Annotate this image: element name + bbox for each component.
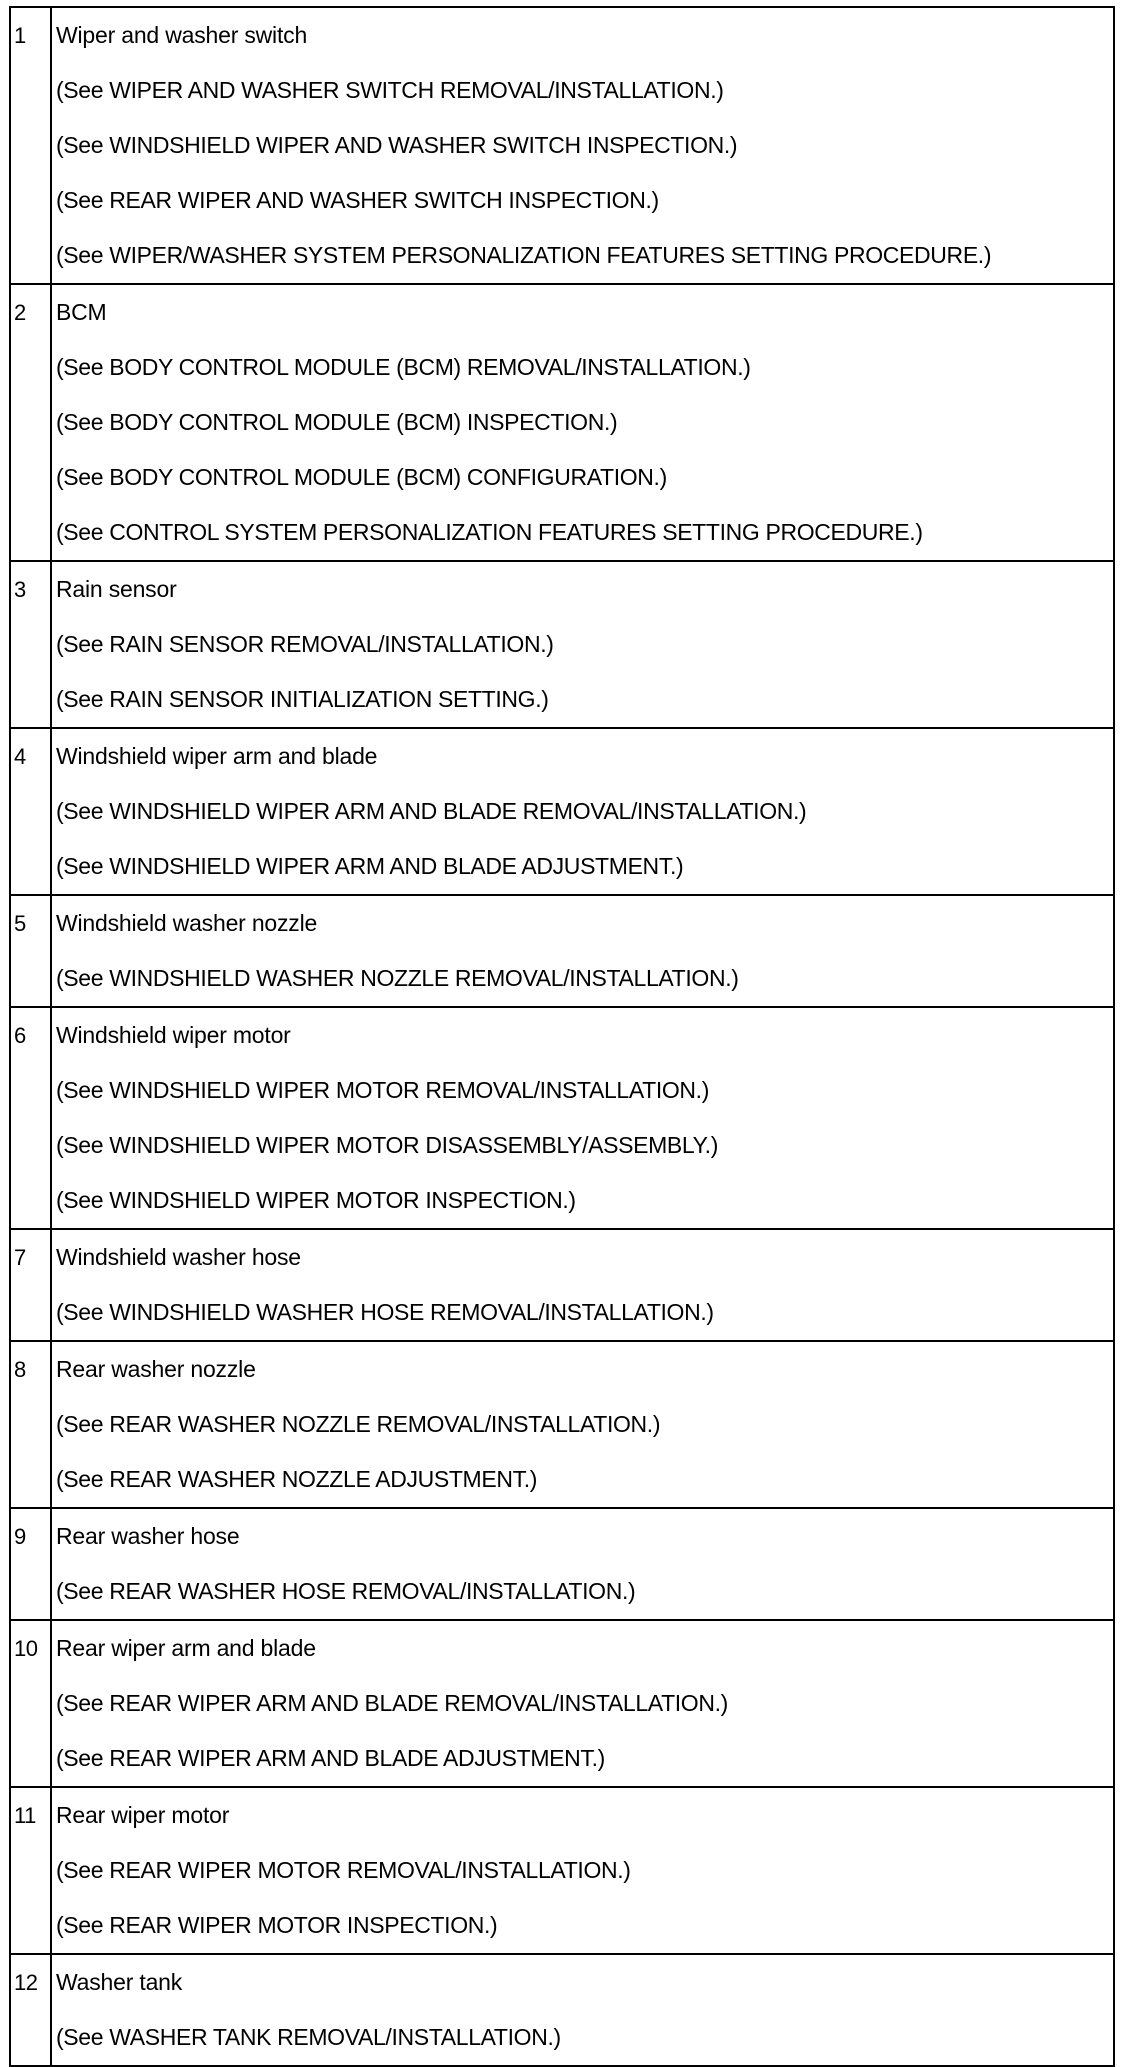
part-name: Washer tank: [56, 1969, 183, 1995]
table-row: [10, 7, 1114, 284]
reference-link[interactable]: (See REAR WIPER ARM AND BLADE ADJUSTMENT.): [56, 1745, 605, 1771]
row-number: 9: [10, 1508, 51, 1620]
reference-link[interactable]: (See REAR WIPER AND WASHER SWITCH INSPECTION.): [56, 187, 659, 213]
reference-link[interactable]: (See WASHER TANK REMOVAL/INSTALLATION.): [56, 2024, 561, 2050]
row-description: [51, 1954, 1114, 2066]
row-number: 7: [10, 1229, 51, 1341]
table-row: [10, 284, 1114, 561]
row-number: 12: [10, 1954, 51, 2066]
row-description: [51, 728, 1114, 895]
reference-link[interactable]: (See WINDSHIELD WIPER AND WASHER SWITCH INSPECTION.): [56, 132, 738, 158]
reference-link[interactable]: (See WINDSHIELD WIPER ARM AND BLADE REMOVAL/INSTALLATION.): [56, 798, 807, 824]
row-description: [51, 561, 1114, 728]
row-description: [51, 895, 1114, 1007]
part-name: Rear washer nozzle: [56, 1356, 256, 1382]
reference-link[interactable]: (See WIPER/WASHER SYSTEM PERSONALIZATION FEATURES SETTING PROCEDURE.): [56, 242, 992, 268]
reference-link[interactable]: (See RAIN SENSOR INITIALIZATION SETTING.): [56, 686, 549, 712]
row-number: 5: [10, 895, 51, 1007]
part-name: Rain sensor: [56, 576, 177, 602]
table-row: [10, 561, 1114, 728]
part-name: Wiper and washer switch: [56, 22, 308, 48]
reference-link[interactable]: (See WINDSHIELD WIPER MOTOR DISASSEMBLY/ASSEMBLY.): [56, 1132, 719, 1158]
part-name: Windshield wiper arm and blade: [56, 743, 378, 769]
row-description: [51, 1620, 1114, 1787]
row-number: 3: [10, 561, 51, 728]
table-row: [10, 1229, 1114, 1341]
table-row: [10, 1620, 1114, 1787]
reference-link[interactable]: (See WINDSHIELD WIPER ARM AND BLADE ADJUSTMENT.): [56, 853, 684, 879]
table-row: [10, 1007, 1114, 1229]
reference-link[interactable]: (See REAR WASHER HOSE REMOVAL/INSTALLATION.): [56, 1578, 636, 1604]
table-row: [10, 895, 1114, 1007]
table-row: [10, 1508, 1114, 1620]
part-name: Windshield wiper motor: [56, 1022, 291, 1048]
row-number: 6: [10, 1007, 51, 1229]
table-row: [10, 728, 1114, 895]
row-description: [51, 7, 1114, 284]
reference-link[interactable]: (See REAR WIPER MOTOR REMOVAL/INSTALLATION.): [56, 1857, 631, 1883]
row-number: 2: [10, 284, 51, 561]
row-number: 8: [10, 1341, 51, 1508]
part-name: Windshield washer nozzle: [56, 910, 318, 936]
part-name: Windshield washer hose: [56, 1244, 301, 1270]
parts-reference-table: [9, 6, 1115, 2067]
row-number: 11: [10, 1787, 51, 1954]
row-description: [51, 1341, 1114, 1508]
reference-link[interactable]: (See CONTROL SYSTEM PERSONALIZATION FEATURES SETTING PROCEDURE.): [56, 519, 923, 545]
row-description: [51, 1787, 1114, 1954]
reference-link[interactable]: (See REAR WIPER MOTOR INSPECTION.): [56, 1912, 498, 1938]
part-name: Rear wiper motor: [56, 1802, 230, 1828]
reference-link[interactable]: (See WINDSHIELD WIPER MOTOR REMOVAL/INSTALLATION.): [56, 1077, 710, 1103]
table-row: [10, 1341, 1114, 1508]
part-name: BCM: [56, 299, 107, 325]
reference-link[interactable]: (See WINDSHIELD WIPER MOTOR INSPECTION.): [56, 1187, 576, 1213]
part-name: Rear wiper arm and blade: [56, 1635, 316, 1661]
row-number: 10: [10, 1620, 51, 1787]
row-number: 4: [10, 728, 51, 895]
reference-link[interactable]: (See REAR WASHER NOZZLE ADJUSTMENT.): [56, 1466, 538, 1492]
reference-link[interactable]: (See WIPER AND WASHER SWITCH REMOVAL/INSTALLATION.): [56, 77, 724, 103]
row-number: 1: [10, 7, 51, 284]
table-row: [10, 1787, 1114, 1954]
row-description: [51, 1508, 1114, 1620]
row-description: [51, 1007, 1114, 1229]
reference-link[interactable]: (See RAIN SENSOR REMOVAL/INSTALLATION.): [56, 631, 554, 657]
reference-link[interactable]: (See BODY CONTROL MODULE (BCM) INSPECTION.): [56, 409, 618, 435]
row-description: [51, 284, 1114, 561]
reference-link[interactable]: (See REAR WASHER NOZZLE REMOVAL/INSTALLATION.): [56, 1411, 661, 1437]
row-description: [51, 1229, 1114, 1341]
table-row: [10, 1954, 1114, 2066]
reference-link[interactable]: (See REAR WIPER ARM AND BLADE REMOVAL/INSTALLATION.): [56, 1690, 728, 1716]
reference-link[interactable]: (See BODY CONTROL MODULE (BCM) CONFIGURATION.): [56, 464, 667, 490]
reference-link[interactable]: (See WINDSHIELD WASHER HOSE REMOVAL/INSTALLATION.): [56, 1299, 714, 1325]
part-name: Rear washer hose: [56, 1523, 240, 1549]
reference-link[interactable]: (See BODY CONTROL MODULE (BCM) REMOVAL/INSTALLATION.): [56, 354, 751, 380]
reference-link[interactable]: (See WINDSHIELD WASHER NOZZLE REMOVAL/INSTALLATION.): [56, 965, 739, 991]
